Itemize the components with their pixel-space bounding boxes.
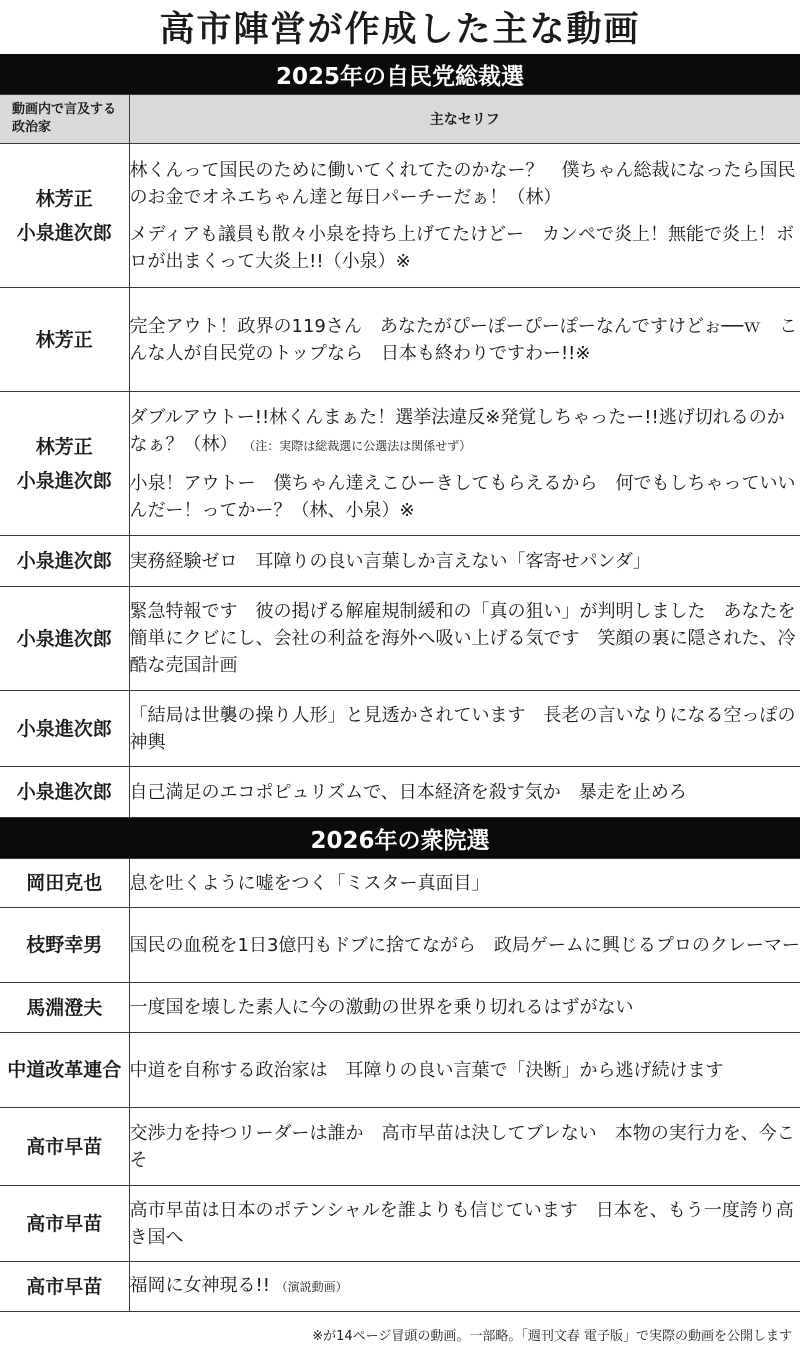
- quotes-table-2025: [0, 94, 800, 818]
- quote-cell: [129, 144, 800, 288]
- table-row: [0, 1108, 800, 1186]
- politician-cell: [0, 767, 129, 818]
- table-row: [0, 587, 800, 691]
- quote-cell: [129, 859, 800, 908]
- table-row: [0, 983, 800, 1033]
- quote-cell: [129, 288, 800, 392]
- politician-cell: [0, 1108, 129, 1186]
- table-row: [0, 392, 800, 536]
- politician-cell: [0, 536, 129, 587]
- lines-column-header: 主なセリフ: [129, 95, 800, 144]
- table-row: [0, 144, 800, 288]
- table-row: [0, 1033, 800, 1108]
- politician-name: 小泉進次郎: [16, 221, 112, 244]
- quote-cell: [129, 536, 800, 587]
- quote-cell: [129, 1033, 800, 1108]
- quote-text: 林くんって国民のために働いてくれてたのかなー？ 僕ちゃん総裁になったら国民のお金でオネエちゃん達と毎日パーチーだぁ！（林）: [129, 159, 796, 208]
- table-row: [0, 859, 800, 908]
- quote-cell: [129, 1262, 800, 1312]
- table-row: [0, 908, 800, 983]
- quote-text: 高市早苗は日本のポテンシャルを誰よりも信じています 日本を、もう一度誇り高き国へ: [129, 1199, 794, 1248]
- quote-block: [130, 1272, 800, 1301]
- quote-text: 緊急特報です 彼の掲げる解雇規制緩和の「真の狙い」が判明しました あなたを簡単にクビにし、会社の利益を海外へ吸い上げる気です 笑顔の裏に隠された、冷酷な売国計画: [129, 601, 796, 676]
- quotes-table-2026: [0, 858, 800, 1312]
- quote-text: 福岡に女神現る!!: [129, 1275, 270, 1296]
- quote-text: 「結局は世襲の操り人形」と見透かされています 長老の言いなりになる空っぽの神輿: [129, 704, 796, 753]
- politician-name: 林芳正: [35, 328, 93, 351]
- politician-name: 小泉進次郎: [16, 717, 112, 740]
- politician-cell: [0, 587, 129, 691]
- politician-name: 小泉進次郎: [16, 627, 112, 650]
- table-row: [0, 1262, 800, 1312]
- quote-cell: [129, 1108, 800, 1186]
- politician-cell: [0, 983, 129, 1033]
- table-row: [0, 288, 800, 392]
- politician-name: 高市早苗: [26, 1135, 103, 1158]
- politician-cell: [0, 691, 129, 767]
- quote-text: 息を吐くように嘘をつく「ミスター真面目」: [129, 872, 490, 894]
- politician-cell: [0, 144, 129, 288]
- politician-name: 枝野幸男: [26, 934, 103, 956]
- page-title: 高市陣営が作成した主な動画: [159, 10, 641, 50]
- quote-cell: [129, 587, 800, 691]
- politician-name: 高市早苗: [26, 1212, 103, 1235]
- section-header-2025: 2025年の自民党総裁選: [0, 54, 800, 94]
- politician-name: 林芳正: [35, 435, 93, 458]
- politician-name: 岡田克也: [26, 872, 103, 894]
- quote-note: （演説動画）: [275, 1280, 348, 1294]
- quote-cell: [129, 767, 800, 818]
- quote-cell: [129, 1186, 800, 1262]
- politician-cell: [0, 288, 129, 392]
- quote-text: 交渉力を持つリーダーは誰か 高市早苗は決してブレない 本物の実行力を、今こそ: [129, 1122, 795, 1171]
- quote-text: 一度国を壊した素人に今の激動の世界を乗り切れるはずがない: [129, 997, 634, 1018]
- politician-cell: [0, 1033, 129, 1108]
- quote-cell: [129, 983, 800, 1033]
- quote-text: 実務経験ゼロ 耳障りの良い言葉しか言えない「客寄せパンダ」: [129, 550, 651, 572]
- section-header-2026: 2026年の衆院選: [0, 818, 800, 858]
- quote-text: 小泉！アウトー 僕ちゃん達えこひーきしてもらえるから 何でもしちゃっていいんだー！ってかー？（林、小泉）※: [129, 472, 796, 521]
- quote-text: 国民の血税を1日3億円もドブに捨てながら 政局ゲームに興じるプロのクレーマー: [129, 934, 800, 956]
- table-row: [0, 691, 800, 767]
- politician-cell: [0, 392, 129, 536]
- footnote: ※が14ページ冒頭の動画。一部略。「週刊文春 電子版」で実際の動画を公開します: [312, 1329, 792, 1344]
- quote-text: ダブルアウトー!!林くんまぁた！選挙法違反※発覚しちゃったー!!逃げ切れるのかなぁ？（林）: [129, 406, 785, 455]
- quote-text: メディアも議員も散々小泉を持ち上げてたけどー カンペで炎上！無能で炎上！ボロが出まくって大炎上!!（小泉）※: [129, 223, 795, 272]
- politician-name: 高市早苗: [26, 1275, 103, 1298]
- politician-name: 林芳正: [35, 187, 93, 210]
- politician-name: 小泉進次郎: [16, 781, 112, 803]
- quote-note: （注：実際は総裁選に公選法は関係せず）: [243, 438, 472, 453]
- politician-cell: [0, 1262, 129, 1312]
- quote-cell: [129, 908, 800, 983]
- quote-block: [130, 404, 800, 460]
- politician-cell: [0, 908, 129, 983]
- table-row: [0, 1186, 800, 1262]
- politician-name: 小泉進次郎: [16, 469, 112, 492]
- politician-cell: [0, 1186, 129, 1262]
- quote-cell: [129, 392, 800, 536]
- politician-name: 馬淵澄夫: [26, 996, 103, 1019]
- table-row: [0, 767, 800, 818]
- politician-column-header: 動画内で言及する政治家: [0, 95, 129, 144]
- table-header-row: [0, 95, 800, 144]
- table-row: [0, 536, 800, 587]
- politician-cell: [0, 859, 129, 908]
- quote-text: 完全アウト！政界の119さん あなたがぴーぽーぴーぽーなんですけどぉ──ｗ こんな人が自民党のトップなら 日本も終わりですわー!!※: [129, 315, 798, 364]
- quote-cell: [129, 691, 800, 767]
- politician-name: 中道改革連合: [7, 1059, 122, 1081]
- quote-text: 中道を自称する政治家は 耳障りの良い言葉で「決断」から逃げ続けます: [129, 1059, 724, 1081]
- politician-name: 小泉進次郎: [16, 550, 112, 572]
- quote-text: 自己満足のエコポピュリズムで、日本経済を殺す気か 暴走を止めろ: [129, 781, 687, 803]
